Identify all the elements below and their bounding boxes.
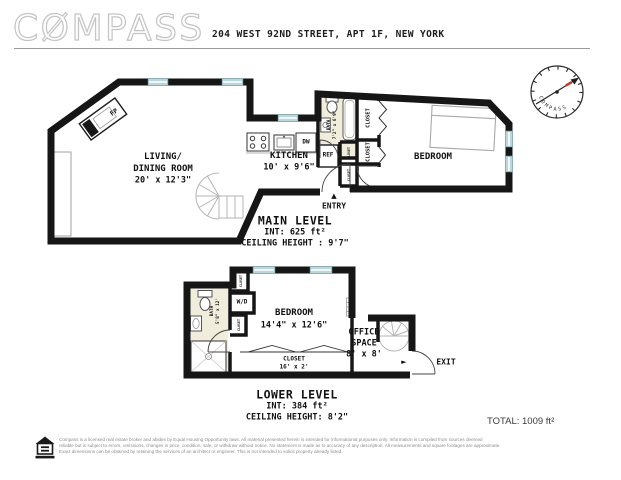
property-address: 204 WEST 92ND STREET, APT 1F, NEW YORK	[212, 29, 445, 40]
compass-rose-ring-text: COMPASS	[537, 95, 569, 113]
fireplace-label: FP	[108, 106, 120, 118]
exit-arrow-icon: ►	[401, 357, 407, 366]
disclaimer-line-1: Compass is a licensed real estate broker and abides by Equal Housing Opportunity laws. All material presented herein is intended for informational purposes only. Information is compiled from sources deemed	[59, 437, 483, 443]
lower-level-title: LOWER LEVEL	[256, 387, 338, 402]
main-closet-label-1: CLOSET	[364, 108, 372, 128]
entry-arrow-icon: ▲	[331, 192, 337, 201]
exit-label: EXIT	[436, 357, 456, 367]
disclaimer	[59, 437, 594, 455]
entry-label: ENTRY	[321, 201, 347, 211]
sofa	[53, 152, 71, 236]
bottom-closet-label: CLOSET	[283, 355, 305, 363]
equal-housing-logo-icon	[36, 437, 55, 459]
dishwasher-label: DW	[302, 138, 310, 146]
bottom-closet-dims: 16' x 2'	[279, 363, 309, 371]
office-name-2: SPACE	[351, 338, 377, 349]
bed-main	[430, 105, 496, 150]
compass-rose-icon	[531, 66, 583, 118]
total-area: TOTAL: 1009 ft²	[487, 416, 555, 427]
lower-bath-dims: 5'8" x 12'	[215, 297, 221, 325]
washer-dryer-label: W/D	[236, 298, 248, 306]
main-level-area: INT: 625 ft²	[264, 226, 326, 237]
lower-level-area: INT: 384 ft²	[266, 400, 328, 411]
main-bath-dims: 7'2" x 6'9"	[332, 110, 338, 140]
main-closet-label-2: CLOSET	[364, 142, 372, 162]
lower-level-ceiling: CEILING HEIGHT: 8'2"	[245, 411, 349, 422]
lower-bedroom-dims: 14'4" x 12'6"	[260, 320, 328, 331]
lower-bath-label	[209, 298, 221, 324]
bottom-closet	[240, 346, 350, 353]
main-closet-small-1: CLOSET	[346, 146, 351, 160]
kitchen-dims: 10' x 9'6"	[263, 162, 315, 173]
lower-bath-name: BATH	[209, 305, 215, 317]
lower-bedroom-name: BEDROOM	[275, 308, 313, 319]
lower-closet-small-2: CLOSET	[236, 318, 241, 332]
living-room-dims: 20' x 12'3"	[134, 175, 192, 186]
living-room-name-1: LIVING/	[144, 152, 182, 163]
main-bath-name: BATH	[326, 119, 332, 131]
main-level-title: MAIN LEVEL	[257, 213, 333, 228]
closet-bifold-doors-main	[379, 101, 387, 163]
office-name-1: OFFICE	[348, 327, 380, 338]
refrigerator-label: REF	[322, 151, 334, 159]
office-dims: 8' x 8'	[346, 349, 382, 360]
main-bath-label	[326, 111, 338, 140]
compass-logo: CØMPASS	[13, 8, 205, 49]
disclaimer-line-2: reliable but is subject to errors, omissions, changes in price, condition, sale, or withdraw without notice. No statement is made as to accuracy of any description. All measurements and square footages are approximate.	[59, 442, 501, 449]
living-room-name-2: DINING ROOM	[133, 163, 193, 174]
main-bedroom-name: BEDROOM	[414, 152, 452, 163]
disclaimer-line-3: Exact dimensions can be obtained by retaining the services of an architect or engineer. This is not intended to solicit property already listed.	[59, 448, 343, 455]
lower-closet-small-1: CLOSET	[238, 274, 243, 288]
main-closet-small-2: CLOSET	[346, 168, 351, 182]
spiral-stair-main	[196, 173, 243, 219]
spiral-stair-lower	[379, 321, 409, 351]
main-level-ceiling: CEILING HEIGHT : 9'7"	[241, 237, 349, 248]
kitchen-name: KITCHEN	[270, 151, 308, 162]
